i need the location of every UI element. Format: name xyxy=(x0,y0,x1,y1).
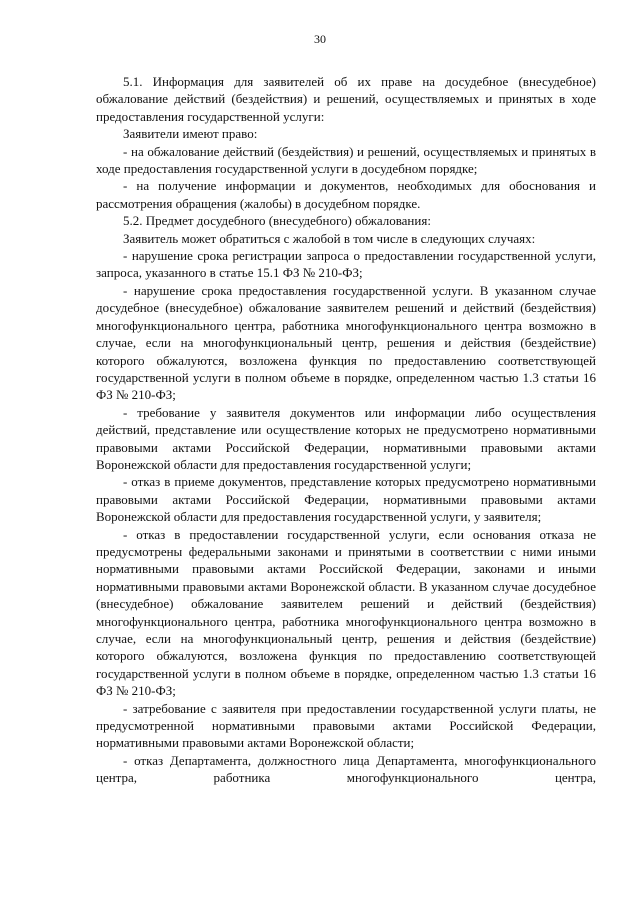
document-body xyxy=(96,73,596,787)
paragraph-case-document-requirement: - требование у заявителя документов или информации либо осуществления действий, представление или осуществление которых не предусмотрено нормативными правовыми актами Российской Федерации, нормативными правовыми актами Воронежской области для предоставления государственной услуги; xyxy=(96,404,596,472)
paragraph-case-document-refusal: - отказ в приеме документов, представление которых предусмотрено нормативными правовыми актами Российской Федерации, нормативными правовыми актами Воронежской области для предоставления государственной услуги, у заявителя; xyxy=(96,474,596,525)
paragraph-5-1: 5.1. Информация для заявителей об их праве на досудебное (внесудебное) обжалование действий (бездействия) и решений, осуществляемых и принятых в ходе предоставления государственной услуги: xyxy=(96,74,596,124)
paragraph-case-department-refusal: - отказ Департамента, должностного лица Департамента, многофункционального центра, работника многофункционального центра, xyxy=(96,752,596,786)
page-number: 30 xyxy=(314,32,326,46)
paragraph-case-fee-demand: - затребование с заявителя при предоставлении государственной услуги платы, не предусмотренной нормативными правовыми актами Российской Федерации, нормативными правовыми актами Воронежской области; xyxy=(96,700,596,751)
paragraph-rights-intro: Заявители имеют право: xyxy=(123,126,258,142)
paragraph-right-appeal: - на обжалование действий (бездействия) и решений, осуществляемых и принятых в ходе предоставления государственной услуги в досудебном порядке; xyxy=(96,143,596,177)
paragraph-case-service-refusal: - отказ в предоставлении государственной услуги, если основания отказа не предусмотрены федеральными законами и принятыми в соответствии с ними иными нормативными правовыми актами Российской Федерации, законами и иными нормативными правовыми актами Воронежской области. В указанном случае досудебное (внесудебное) обжалование заявителем решений и действий (бездействия) многофункционального центра, работника многофункционального центра возможно в случае, если на многофункциональный центр, решения и действия (бездействие) которого обжалуются, возложена функция по предоставлению соответствующей государственной услуги в полном объеме в порядке, определенном частью 1.3 статьи 16 ФЗ № 210-ФЗ; xyxy=(96,526,596,699)
paragraph-5-2: 5.2. Предмет досудебного (внесудебного) обжалования: xyxy=(123,213,431,229)
paragraph-case-service-deadline: - нарушение срока предоставления государственной услуги. В указанном случае досудебное (внесудебное) обжалование заявителем решений и действий (бездействия) многофункционального центра, работника многофункционального центра возможно в случае, если на многофункциональный центр, решения и действия (бездействие) которого обжалуются, возложена функция по предоставлению соответствующей государственной услуги в полном объеме в порядке, определенном частью 1.3 статьи 16 ФЗ № 210-ФЗ; xyxy=(96,282,596,403)
paragraph-right-information: - на получение информации и документов, необходимых для обоснования и рассмотрения обращения (жалобы) в досудебном порядке. xyxy=(96,178,596,211)
paragraph-case-registration-deadline: - нарушение срока регистрации запроса о предоставлении государственной услуги, запроса, указанного в статье 15.1 ФЗ № 210-ФЗ; xyxy=(96,248,596,281)
paragraph-cases-intro: Заявитель может обратиться с жалобой в том числе в следующих случаях: xyxy=(123,230,536,246)
